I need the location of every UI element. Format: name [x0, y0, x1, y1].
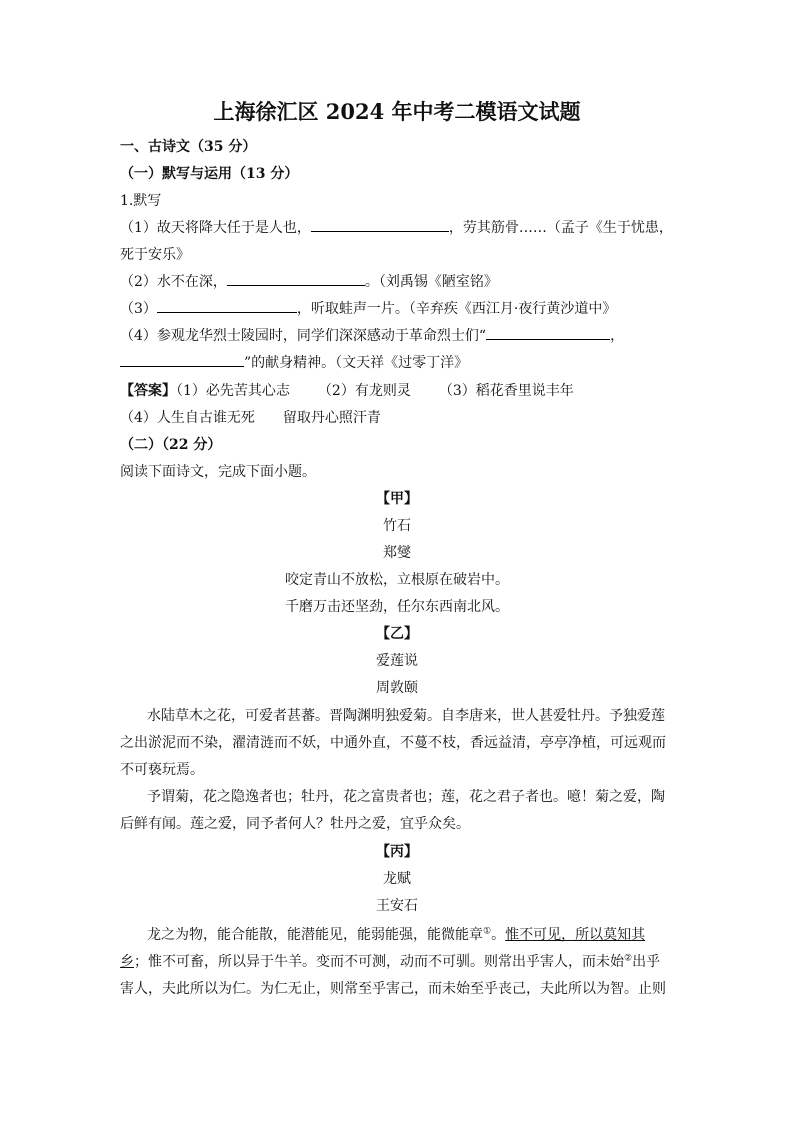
question-text: （1）故天将降大任于是人也， — [120, 220, 311, 236]
prose-line: 之出淤泥而不染，濯清涟而不妖，中通外直，不蔓不枝，香远益清，亭亭净植，可远观而 — [120, 735, 666, 751]
answer-label: 【答案】 — [120, 383, 176, 399]
prose-line: 后鲜有闻。莲之爱，同予者何人？牡丹之爱，宜乎众矣。 — [120, 816, 470, 832]
prose-text: 出乎 — [632, 954, 661, 970]
passage-author: 王安石 — [376, 898, 418, 914]
question-text: ”的献身精神。（文天祥《过零丁洋》 — [244, 355, 469, 371]
passage-title: 竹石 — [383, 518, 411, 534]
question-line — [120, 353, 680, 373]
question-text: （4）参观龙华烈士陵园时，同学们深深感动于革命烈士们“ — [120, 328, 487, 344]
poem-line: 咬定青山不放松，立根原在破岩中。 — [285, 572, 509, 588]
answer-blank — [227, 272, 365, 286]
document-title: 上海徐汇区 2024 年中考二模语文试题 — [213, 99, 581, 124]
question-text: ，听取蛙声一片。（辛弃疾《西江月·夜行黄沙道中》 — [296, 301, 617, 317]
instruction-text: 阅读下面诗文，完成下面小题。 — [120, 464, 316, 480]
footnote-marker: ② — [624, 953, 633, 964]
question-line — [120, 272, 680, 292]
answer-blank — [311, 218, 449, 232]
passage-title: 龙赋 — [383, 871, 411, 887]
prose-line — [120, 952, 680, 972]
passage-label: 【丙】 — [376, 844, 418, 860]
passage-label: 【乙】 — [376, 626, 418, 642]
question-text: ，劳其筋骨……（孟子《生于忧患， — [448, 220, 673, 236]
question-line — [120, 218, 680, 238]
question-label: 1.默写 — [120, 193, 162, 209]
prose-text: 。 — [491, 927, 506, 943]
footnote-marker: ① — [483, 926, 492, 937]
question-text: （2）水不在深， — [120, 274, 227, 290]
passage-title: 爱莲说 — [376, 653, 418, 669]
answer-text: 留取丹心照汗青 — [282, 410, 381, 426]
underlined-sentence: 乡 — [120, 954, 134, 970]
question-line: 死于安乐》 — [120, 247, 190, 263]
part-heading: （一）默写与运用（13 分） — [120, 166, 299, 182]
answer-blank — [120, 353, 244, 367]
prose-text: ；惟不可畜，所以异于牛羊。变而不可测，动而不可驯。则常出乎害人，而未始 — [134, 954, 624, 970]
poem-line: 千磨万击还坚劲，任尔东西南北风。 — [285, 599, 509, 615]
question-text: （3） — [120, 301, 157, 317]
prose-line: 予谓菊，花之隐逸者也；牡丹，花之富贵者也；莲，花之君子者也。噫！菊之爱，陶 — [147, 789, 665, 805]
prose-line: 不可亵玩焉。 — [120, 762, 204, 778]
answer-text: （2）有龙则灵 — [317, 383, 411, 399]
underlined-sentence: 惟不可见，所以莫知其 — [505, 927, 646, 943]
question-line — [120, 326, 680, 346]
prose-line: 害人，夫此所以为仁。为仁无止，则常至乎害己，而未始至乎丧己，夫此所以为智。止则 — [120, 981, 666, 997]
section-heading: 一、古诗文（35 分） — [120, 139, 257, 155]
question-text: ， — [610, 328, 625, 344]
part-heading: （二）（22 分） — [120, 437, 222, 453]
answer-line — [120, 381, 680, 401]
passage-author: 周敦颐 — [376, 680, 418, 696]
prose-line — [147, 925, 707, 945]
answer-blank — [486, 326, 610, 340]
prose-line: 水陆草木之花，可爱者甚蕃。晋陶渊明独爱菊。自李唐来，世人甚爱牡丹。予独爱莲 — [147, 708, 665, 724]
answer-blank — [157, 299, 297, 313]
answer-line — [120, 408, 680, 428]
answer-text: （4）人生自古谁无死 — [120, 410, 255, 426]
answer-text: （3）稻花香里说丰年 — [438, 383, 574, 399]
question-text: 。（刘禹锡《陋室铭》 — [364, 274, 498, 290]
question-line — [120, 299, 680, 319]
passage-label: 【甲】 — [376, 491, 418, 507]
prose-text: 龙之为物，能合能散，能潜能见，能弱能强，能微能章 — [147, 927, 483, 943]
passage-author: 郑燮 — [383, 545, 411, 561]
answer-text: （1）必先苦其心志 — [176, 383, 290, 399]
